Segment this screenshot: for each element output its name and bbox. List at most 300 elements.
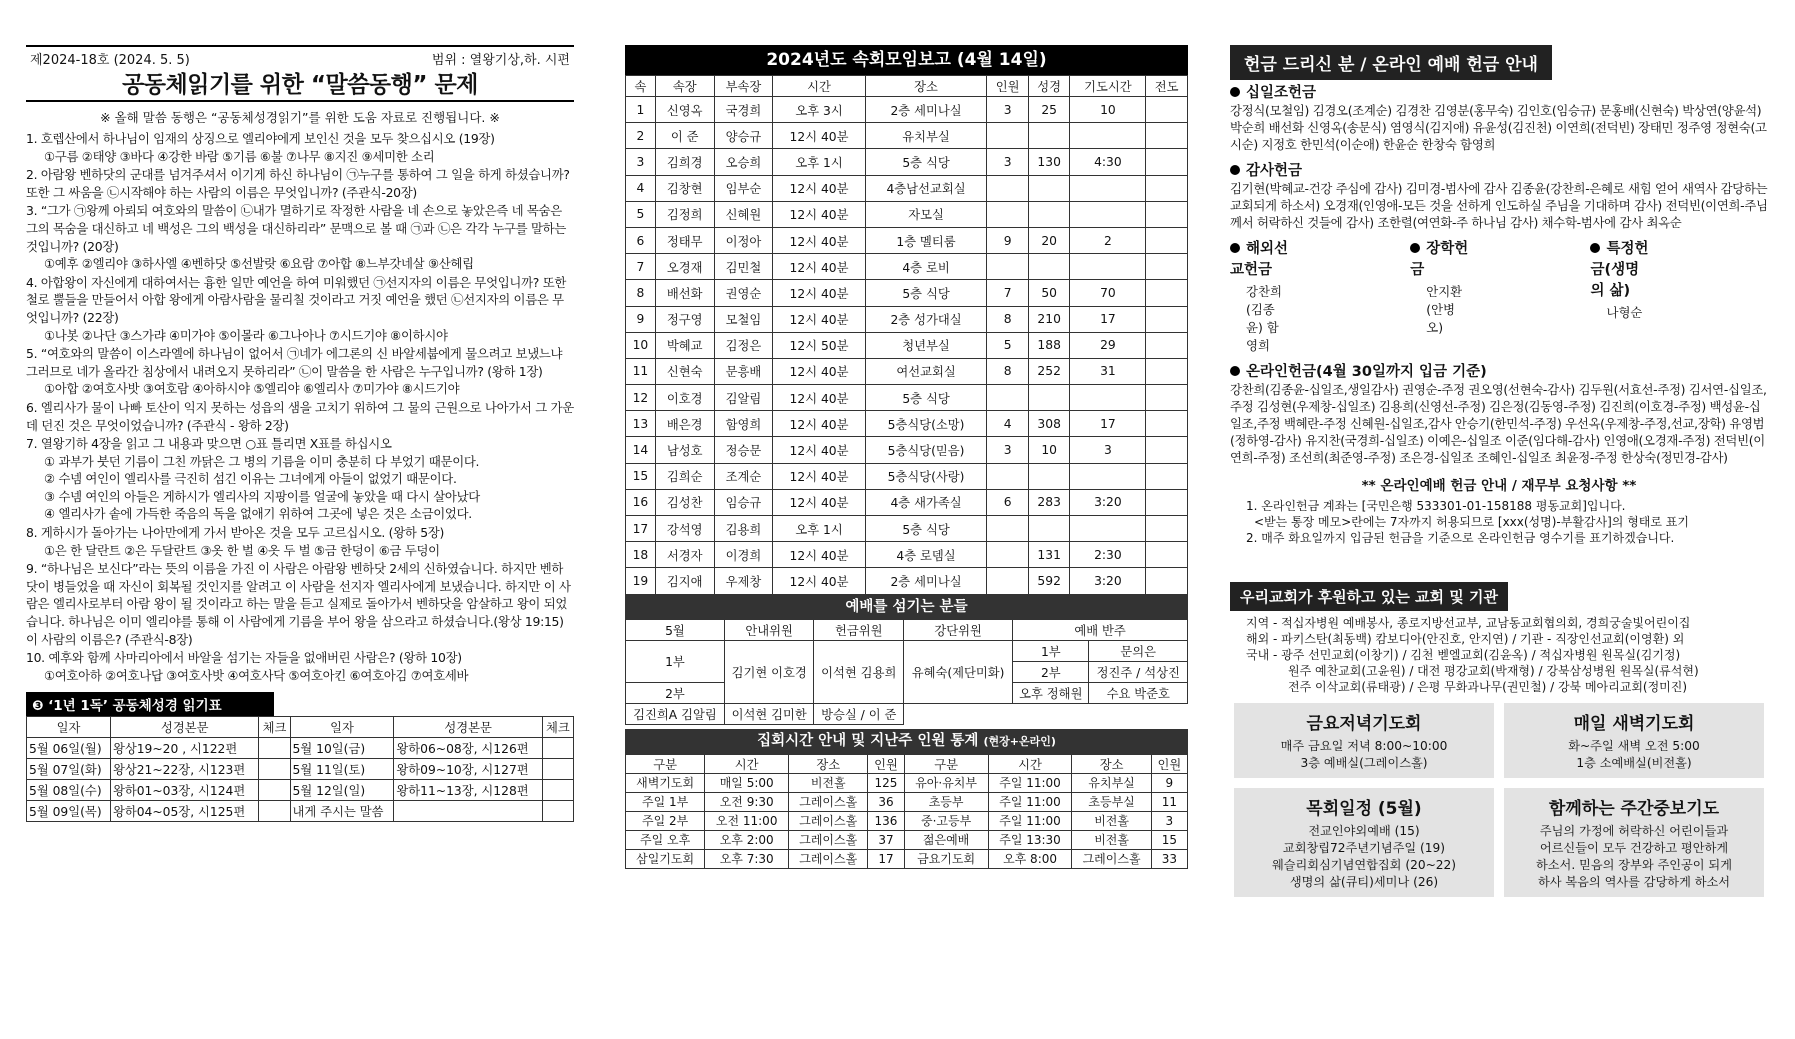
report-cell: 12시 40분: [773, 175, 865, 201]
bullet-icon: [1410, 243, 1420, 253]
reading-head-cell: 성경본문: [110, 717, 258, 738]
reading-cell: 5월 07일(화): [27, 759, 111, 780]
reading-cell: [542, 801, 573, 822]
report-cell: 김희경: [655, 149, 714, 175]
report-cell: 10: [1028, 437, 1070, 463]
report-cell: 김용희: [714, 516, 773, 542]
report-title: 2024년도 속회모임보고 (4월 14일): [625, 45, 1188, 75]
report-cell: [1070, 516, 1146, 542]
tithe-list: 강정식(모철임) 김경오(조계순) 김경찬 김영분(홍무숙) 김인호(임승규) 문홍배(신현숙) 박상연(양윤석) 박순희 배선화 신영옥(송문식) 염영식(김지애) 유윤성(김진천) 이연희(전덕빈) 장태민 정주영 정현숙(고시순) 지정호 한민석(이순애) 한윤순 한창숙 함영희: [1230, 103, 1767, 152]
report-cell: [1028, 385, 1070, 411]
altar2: 방승실 / 이 준: [814, 703, 904, 724]
stats-cell: 주일 11:00: [988, 811, 1072, 830]
report-cell: [987, 175, 1029, 201]
guide2: 김진희A 김알림: [626, 703, 725, 724]
report-cell: 10: [626, 332, 656, 358]
report-cell: [987, 201, 1029, 227]
report-cell: 5층 식당: [865, 280, 987, 306]
info-box-line: 전교인야외예배 (15): [1308, 824, 1420, 838]
report-cell: [1146, 332, 1188, 358]
support-line: 해외 - 파키스탄(최동백) 캄보디아(안진호, 안지연) / 기관 - 직장인선교회(이영환) 외: [1246, 632, 1685, 646]
quiz-title: 공동체읽기를 위한 “말씀동행” 문제: [26, 70, 574, 102]
report-cell: 2: [1070, 227, 1146, 253]
report-cell: 10: [1070, 97, 1146, 123]
report-cell: 오경재: [655, 254, 714, 280]
info-box: [1504, 788, 1764, 897]
report-cell: 남성호: [655, 437, 714, 463]
report-head-cell: 시간: [773, 76, 865, 97]
bullet-icon: [1230, 366, 1240, 376]
reading-cell: 왕하01~03장, 시124편: [110, 780, 258, 801]
report-cell: 19: [626, 568, 656, 594]
reading-cell: 5월 12일(일): [290, 780, 394, 801]
special-heading: [1590, 237, 1649, 300]
stats-cell: 매일 5:00: [705, 773, 789, 792]
report-row: [626, 280, 1188, 306]
report-cell: [987, 516, 1029, 542]
reading-table: [26, 716, 574, 822]
report-cell: 3:20: [1070, 489, 1146, 515]
reading-cell: [542, 738, 573, 759]
report-cell: 12시 40분: [773, 385, 865, 411]
stats-cell: 125: [868, 773, 904, 792]
question-text: 10. 예후와 함께 사마리아에서 바알을 섬기는 자들을 없애버린 사람은? (왕하 10장): [26, 650, 462, 666]
scholar-list: 안지환(안병오): [1426, 284, 1463, 335]
report-cell: 김민철: [714, 254, 773, 280]
report-head-cell: 기도시간: [1070, 76, 1146, 97]
info-box-line: 생명의 삶(큐티)세미나 (26): [1289, 875, 1439, 889]
report-cell: 4층 새가족실: [865, 489, 987, 515]
report-cell: 조계순: [714, 463, 773, 489]
report-cell: 592: [1028, 568, 1070, 594]
stats-cell: 금요기도회: [904, 849, 988, 868]
report-cell: [1146, 568, 1188, 594]
report-cell: 6: [987, 489, 1029, 515]
reading-head-cell: 성경본문: [394, 717, 542, 738]
question-text: 1. 호렙산에서 하나님이 임재의 상징으로 엘리야에게 보인신 것을 모두 찾으십시오 (19장): [26, 131, 495, 146]
support-line: 지역 - 적십자병원 예배봉사, 종로지방선교부, 교남동교회협의회, 경희궁술빛어린이집: [1246, 616, 1691, 630]
report-cell: 이 준: [655, 123, 714, 149]
report-cell: [1146, 489, 1188, 515]
report-cell: 오후 3시: [773, 97, 865, 123]
reading-cell: 왕하11~13장, 시128편: [394, 780, 542, 801]
report-cell: [1146, 201, 1188, 227]
issue-number: 제2024-18호 (2024. 5. 5): [30, 53, 190, 68]
report-cell: 16: [626, 489, 656, 515]
report-cell: 3: [987, 149, 1029, 175]
online-heading: [1230, 360, 1768, 381]
report-cell: 15: [626, 463, 656, 489]
thanks-list: 김기현(박혜교-건강 주심에 감사) 김미경-범사에 감사 김종윤(강찬희-은혜로 새힘 얻어 새역사 감당하는 교회되게 하소서) 오경재(인영애-모든 것을 선하게 인도하실 주님을 기대하며 감사) 전덕빈(이연희-주님께서 허락하신 것들에 감사) 조한렬(여연화-주 하나님 감사) 채수학-범사에 감사 최옥순: [1230, 181, 1768, 230]
report-cell: 7: [987, 280, 1029, 306]
report-cell: 70: [1070, 280, 1146, 306]
question: [26, 274, 574, 344]
report-row: [626, 97, 1188, 123]
report-cell: 유치부실: [865, 123, 987, 149]
report-cell: 5층식당(믿음): [865, 437, 987, 463]
stats-head-cell: 인원: [1151, 754, 1187, 773]
reading-range: 범위 : 열왕기상,하. 시편: [431, 53, 570, 68]
report-cell: 배선화: [655, 280, 714, 306]
support-list: [1230, 615, 1768, 695]
stats-head-row: [626, 754, 1188, 773]
report-cell: 8: [626, 280, 656, 306]
report-row: [626, 437, 1188, 463]
question-options: ① 과부가 붓던 기름이 그친 까닭은 그 병의 기름을 이미 충분히 다 부었기 때문이다. ② 수넴 여인이 엘리사를 극진히 섬긴 이유는 그녀에게 아들이 없었기 때문이다. ③ 수넴 여인의 아들은 게하시가 엘리사의 지팡이를 얼굴에 놓았을 때 다시 살아났다 ④ 엘리사가 솥에 가득한 죽음의 독을 없애기 위하여 그곳에 넣은 것은 소금이었다.: [44, 453, 480, 522]
report-cell: 2층 성가대실: [865, 306, 987, 332]
servers-head-month: 5월: [626, 619, 725, 640]
question-options: ①아합 ②여호사밧 ③여호람 ④아하시야 ⑤엘리야 ⑥엘리사 ⑦미가야 ⑧시드기야: [44, 381, 460, 397]
quiz-column: [26, 45, 574, 822]
report-cell: [1070, 123, 1146, 149]
question-options: ①은 한 달란트 ②은 두달란트 ③옷 한 벌 ④옷 두 벌 ⑤금 한덩이 ⑥금 두덩이: [44, 542, 440, 558]
piano-value3: 수요 박준호: [1089, 682, 1188, 703]
report-head-cell: 전도: [1146, 76, 1188, 97]
question: [26, 345, 574, 398]
report-cell: [1146, 280, 1188, 306]
stats-row: [626, 830, 1188, 849]
report-cell: 3:20: [1070, 568, 1146, 594]
report-cell: 2:30: [1070, 542, 1146, 568]
report-cell: 6: [626, 227, 656, 253]
stats-cell: 주일 1부: [626, 792, 705, 811]
report-cell: 12시 40분: [773, 306, 865, 332]
report-cell: 13: [626, 411, 656, 437]
report-row: [626, 463, 1188, 489]
report-row: [626, 542, 1188, 568]
report-cell: 서경자: [655, 542, 714, 568]
report-cell: 3: [987, 437, 1029, 463]
servers-row2: 2부: [626, 682, 725, 703]
info-box-line: 주님의 가정에 허락하신 어린이들과: [1539, 824, 1729, 838]
stats-head-cell: 시간: [988, 754, 1072, 773]
report-cell: [1146, 97, 1188, 123]
report-cell: 2: [626, 123, 656, 149]
report-cell: 5층 식당: [865, 149, 987, 175]
info-box-title: 금요저녁기도회: [1306, 714, 1422, 734]
report-row: [626, 516, 1188, 542]
reading-cell: 내게 주시는 말씀: [290, 801, 394, 822]
report-cell: 여선교회실: [865, 358, 987, 384]
stats-cell: 오후 7:30: [705, 849, 789, 868]
report-cell: 김희순: [655, 463, 714, 489]
stats-cell: 삼일기도회: [626, 849, 705, 868]
servers-row1: 1부: [626, 640, 725, 682]
stats-cell: 오전 9:30: [705, 792, 789, 811]
offering-title: 헌금 드리신 분 / 온라인 예배 헌금 안내: [1230, 45, 1552, 80]
report-cell: 문흥배: [714, 358, 773, 384]
reading-cell: 5월 10일(금): [290, 738, 394, 759]
info-box-line: 하소서. 믿음의 장부와 주인공이 되게: [1536, 858, 1732, 872]
stats-cell: 중·고등부: [904, 811, 988, 830]
report-cell: 12시 50분: [773, 332, 865, 358]
report-cell: 12시 40분: [773, 437, 865, 463]
guide1: 김기현 이호경: [724, 640, 814, 703]
report-cell: 1: [626, 97, 656, 123]
report-cell: 2층 세미나실: [865, 568, 987, 594]
report-cell: 임승규: [714, 489, 773, 515]
stats-head-cell: 구분: [626, 754, 705, 773]
info-box-line: 웨슬리회심기념연합집회 (20~22): [1271, 858, 1457, 872]
report-cell: 5: [987, 332, 1029, 358]
offering2: 이석현 김미한: [724, 703, 814, 724]
reading-cell: 왕하04~05장, 시125편: [110, 801, 258, 822]
online-heading-text: 온라인헌금(4월 30일까지 입금 기준): [1246, 364, 1487, 380]
report-head-row: [626, 76, 1188, 97]
info-box: [1234, 703, 1494, 778]
report-cell: 252: [1028, 358, 1070, 384]
report-row: [626, 227, 1188, 253]
piano-value2: 정진주 / 석상진: [1089, 661, 1188, 682]
question-options: ①예후 ②엘리야 ③하사엘 ④벤하닷 ⑤선발랏 ⑥요람 ⑦아합 ⑧느부갓네살 ⑨산헤립: [44, 256, 474, 272]
stats-cell: 9: [1151, 773, 1187, 792]
reading-cell: [542, 759, 573, 780]
report-cell: 283: [1028, 489, 1070, 515]
report-row: [626, 332, 1188, 358]
report-cell: 3: [987, 97, 1029, 123]
stats-cell: 유아·유치부: [904, 773, 988, 792]
stats-cell: 비전홀: [1072, 811, 1151, 830]
report-cell: [1070, 463, 1146, 489]
report-cell: 함영희: [714, 411, 773, 437]
servers-head-altar: 강단위원: [904, 619, 1013, 640]
report-cell: 자모실: [865, 201, 987, 227]
support-title: 우리교회가 후원하고 있는 교회 및 기관: [1230, 582, 1508, 611]
stats-cell: 비전홀: [1072, 830, 1151, 849]
mission-list: 강찬희(김종윤) 함영희: [1246, 284, 1282, 353]
stats-cell: 그레이스홀: [1072, 849, 1151, 868]
report-cell: 29: [1070, 332, 1146, 358]
reading-cell: [542, 780, 573, 801]
request-2: 2. 매주 화요일까지 입금된 헌금을 기준으로 온라인헌금 영수기를 표기하겠습니다.: [1246, 531, 1675, 545]
report-cell: 5층 식당: [865, 516, 987, 542]
reading-row: [27, 780, 574, 801]
stats-cell: 초등부실: [1072, 792, 1151, 811]
online-list: 강찬희(김종윤-십일조,생일감사) 권영순-주정 권오영(선현숙-감사) 김두원(서효선-주정) 김서연-십일조,주정 김성현(우제창-십일조) 김용희(신영선-주정) 김은정(김동영-주정) 김진희(이호경-주정) 백성윤-십일조,주정 백혜란-주정 신혜원-십일조,감사 안승기(한민석-주정) 우선옥(우제창-주정,선교,장학) 유영범(정하영-감사) 유지찬(국경희-십일조) 이예은-십일조 이준(임다해-감사) 인영애(오경재-주정) 전덕빈(이연희-주정) 조선희(최준영-주정) 조은경-십일조 조혜인-십일조 최윤정-주정 한상숙(정민경-감사): [1230, 382, 1767, 465]
report-cell: 12시 40분: [773, 123, 865, 149]
altar1: 유혜숙(제단미화): [904, 640, 1013, 703]
stats-table: [625, 754, 1188, 869]
stats-cell: 17: [868, 849, 904, 868]
report-cell: [1028, 463, 1070, 489]
report-row: [626, 306, 1188, 332]
reading-head-cell: 일자: [290, 717, 394, 738]
report-cell: 양승규: [714, 123, 773, 149]
report-cell: [987, 542, 1029, 568]
reading-cell: 5월 09일(목): [27, 801, 111, 822]
support-line: 국내 - 광주 선민교회(이창기) / 김천 벧엘교회(김윤옥) / 적십자병원 원목실(김기정): [1246, 648, 1681, 662]
report-cell: 박혜교: [655, 332, 714, 358]
report-cell: 4층 로뎀실: [865, 542, 987, 568]
report-cell: 12: [626, 385, 656, 411]
report-cell: 18: [626, 542, 656, 568]
stats-row: [626, 811, 1188, 830]
stats-cell: 오전 11:00: [705, 811, 789, 830]
info-boxes: [1230, 703, 1768, 897]
stats-cell: 주일 13:30: [988, 830, 1072, 849]
reading-cell: 왕상19~20 , 시122편: [110, 738, 258, 759]
report-row: [626, 411, 1188, 437]
question: [26, 649, 574, 684]
reading-table-title: ❸ ‘1년 1독’ 공동체성경 읽기표: [26, 692, 274, 716]
report-head-cell: 인원: [987, 76, 1029, 97]
question-text: 6. 엘리사가 물이 나빠 토산이 익지 못하는 성읍의 샘을 고치기 위하여 그 물의 근원으로 나아가서 그 가운데 던진 것은 무엇이었습니까? (주관식 - 왕하 2장): [26, 399, 574, 433]
report-cell: 12시 40분: [773, 254, 865, 280]
report-cell: 김지애: [655, 568, 714, 594]
report-row: [626, 568, 1188, 594]
servers-head-guide: 안내위원: [724, 619, 814, 640]
report-cell: [1070, 201, 1146, 227]
report-cell: [987, 123, 1029, 149]
question-text: 7. 열왕기하 4장을 읽고 그 내용과 맞으면 ○표 틀리면 X표를 하십시오: [26, 436, 392, 452]
report-cell: [1146, 542, 1188, 568]
report-cell: [1146, 437, 1188, 463]
report-row: [626, 149, 1188, 175]
report-cell: 12시 40분: [773, 358, 865, 384]
question-text: 9. “하나님은 보신다”라는 뜻의 이름을 가진 이 사람은 아람왕 벤하닷 2세의 신하였습니다. 하지만 벤하닷이 병들었을 때 자신이 회복될 것인지를 알려고 이 사람을 선지자 엘리사에게 보냈습니다. 하지만 이 사람은 엘리사로부터 아람 왕이 될 것이라고 하는 말을 듣고 실제로 돌아가서 벤하닷을 암살하고 왕이 되었습니다. 하나님은 이미 엘리야를 통해 이 사람에게 기름을 부어 왕을 삼으라고 하셨습니다.(왕상 19:15) 이 사람의 이름은? (주관식-8장): [26, 561, 571, 647]
stats-cell: 136: [868, 811, 904, 830]
reading-row: [27, 801, 574, 822]
report-cell: 11: [626, 358, 656, 384]
report-cell: [1028, 175, 1070, 201]
reading-cell: 왕하06~08장, 시126편: [394, 738, 542, 759]
info-box: [1234, 788, 1494, 897]
stats-row: [626, 849, 1188, 868]
stats-cell: 그레이스홀: [789, 830, 868, 849]
info-box-title: 목회일정 (5월): [1306, 799, 1422, 819]
report-cell: [987, 385, 1029, 411]
report-cell: 210: [1028, 306, 1070, 332]
reading-cell: 5월 06일(월): [27, 738, 111, 759]
question: [26, 560, 574, 648]
misc-offerings: [1230, 237, 1768, 354]
info-box-line: 어르신들이 모두 건강하고 평안하게: [1539, 841, 1729, 855]
reading-cell: 왕상21~22장, 시123편: [110, 759, 258, 780]
report-cell: 20: [1028, 227, 1070, 253]
special-list: 나형순: [1606, 305, 1643, 320]
report-cell: [1070, 254, 1146, 280]
question-options: ①나봇 ②나단 ③스가랴 ④미가야 ⑤이몰라 ⑥그나아나 ⑦시드기야 ⑧이하시야: [44, 327, 448, 343]
reading-head-cell: 일자: [27, 717, 111, 738]
mission-heading-text: 해외선교헌금: [1230, 241, 1289, 278]
report-cell: 4: [987, 411, 1029, 437]
report-cell: 정태무: [655, 227, 714, 253]
report-cell: 17: [1070, 411, 1146, 437]
stats-cell: 3: [1151, 811, 1187, 830]
stats-cell: 초등부: [904, 792, 988, 811]
stats-cell: 유치부실: [1072, 773, 1151, 792]
info-box-title: 함께하는 주간중보기도: [1548, 799, 1720, 819]
report-cell: 임부순: [714, 175, 773, 201]
report-cell: 김정희: [655, 201, 714, 227]
report-cell: [1070, 175, 1146, 201]
report-head-cell: 속: [626, 76, 656, 97]
piano-label1: 1부: [1013, 640, 1089, 661]
report-cell: 12시 40분: [773, 489, 865, 515]
report-cell: 1층 멜티룸: [865, 227, 987, 253]
report-cell: [1146, 149, 1188, 175]
report-cell: 12시 40분: [773, 568, 865, 594]
report-cell: 정구영: [655, 306, 714, 332]
report-table: [625, 75, 1188, 595]
bullet-icon: [1230, 243, 1240, 253]
tithe-heading-text: 십일조헌금: [1246, 85, 1317, 101]
reading-cell: 5월 11일(토): [290, 759, 394, 780]
report-cell: 신영옥: [655, 97, 714, 123]
stats-cell: 37: [868, 830, 904, 849]
report-cell: 김알림: [714, 385, 773, 411]
report-cell: [1146, 227, 1188, 253]
info-box-line: 1층 소예배실(비전홀): [1576, 756, 1692, 770]
thanks-heading-text: 감사헌금: [1246, 163, 1303, 179]
report-cell: 12시 40분: [773, 201, 865, 227]
offering1: 이석현 김용희: [814, 640, 904, 703]
report-cell: 신현숙: [655, 358, 714, 384]
reading-cell: 5월 08일(수): [27, 780, 111, 801]
tithe-heading: [1230, 81, 1768, 102]
reading-head-cell: 체크: [259, 717, 290, 738]
piano-value1: 문의은: [1089, 640, 1188, 661]
scholar-heading: [1410, 237, 1469, 279]
stats-row: [626, 792, 1188, 811]
report-cell: 25: [1028, 97, 1070, 123]
report-cell: [1146, 254, 1188, 280]
report-row: [626, 123, 1188, 149]
report-cell: 청년부실: [865, 332, 987, 358]
report-cell: 12시 40분: [773, 227, 865, 253]
report-cell: 3: [1070, 437, 1146, 463]
report-cell: 2층 세미나실: [865, 97, 987, 123]
report-cell: [1146, 358, 1188, 384]
report-cell: 188: [1028, 332, 1070, 358]
report-cell: 김성찬: [655, 489, 714, 515]
question-options: ①여호아하 ②여호나답 ③여호사밧 ④여호사닥 ⑤여호아킨 ⑥여호아김 ⑦여호세바: [44, 667, 469, 683]
stats-subtitle: (현장+온라인): [983, 734, 1056, 748]
stats-title: [625, 729, 1188, 754]
report-cell: 7: [626, 254, 656, 280]
stats-cell: 주일 11:00: [988, 773, 1072, 792]
report-cell: [1028, 254, 1070, 280]
bullet-icon: [1230, 87, 1240, 97]
report-row: [626, 358, 1188, 384]
stats-cell: 그레이스홀: [789, 792, 868, 811]
stats-title-text: 집회시간 안내 및 지난주 인원 통계: [757, 732, 979, 749]
support-line: 전주 이삭교회(류태광) / 은평 무화과나무(권민철) / 강북 메아리교회(정미진): [1288, 680, 1688, 694]
stats-cell: 새벽기도회: [626, 773, 705, 792]
request-1b: <받는 통장 메모>란에는 7자까지 허용되므로 [xxx(성명)-부활감사]의 형태로 표기: [1254, 515, 1689, 529]
special-heading-text: 특정헌금(생명의 삶): [1590, 241, 1649, 299]
bullet-icon: [1590, 243, 1600, 253]
report-cell: 강석영: [655, 516, 714, 542]
servers-table: [625, 619, 1188, 725]
info-box-line: 화~주일 새벽 오전 5:00: [1568, 739, 1700, 753]
report-cell: 14: [626, 437, 656, 463]
report-cell: 12시 40분: [773, 280, 865, 306]
report-cell: 5층 식당: [865, 385, 987, 411]
question-text: 5. “여호와의 말씀이 이스라엘에 하나님이 없어서 ㉠네가 에그론의 신 바알세붑에게 물으려고 보냈느냐 그러므로 네가 올라간 침상에서 내려오지 못하리라” ㉡이 말씀을 한 사람은 누구입니까? (왕하 1장): [26, 346, 563, 379]
report-cell: [987, 568, 1029, 594]
report-cell: 4층남선교회실: [865, 175, 987, 201]
report-cell: 9: [987, 227, 1029, 253]
report-cell: [987, 463, 1029, 489]
report-cell: 국경희: [714, 97, 773, 123]
report-row: [626, 254, 1188, 280]
report-cell: [1146, 123, 1188, 149]
report-cell: [1146, 385, 1188, 411]
report-cell: 17: [1070, 306, 1146, 332]
servers-head-piano: 예배 반주: [1013, 619, 1188, 640]
report-cell: 오승희: [714, 149, 773, 175]
